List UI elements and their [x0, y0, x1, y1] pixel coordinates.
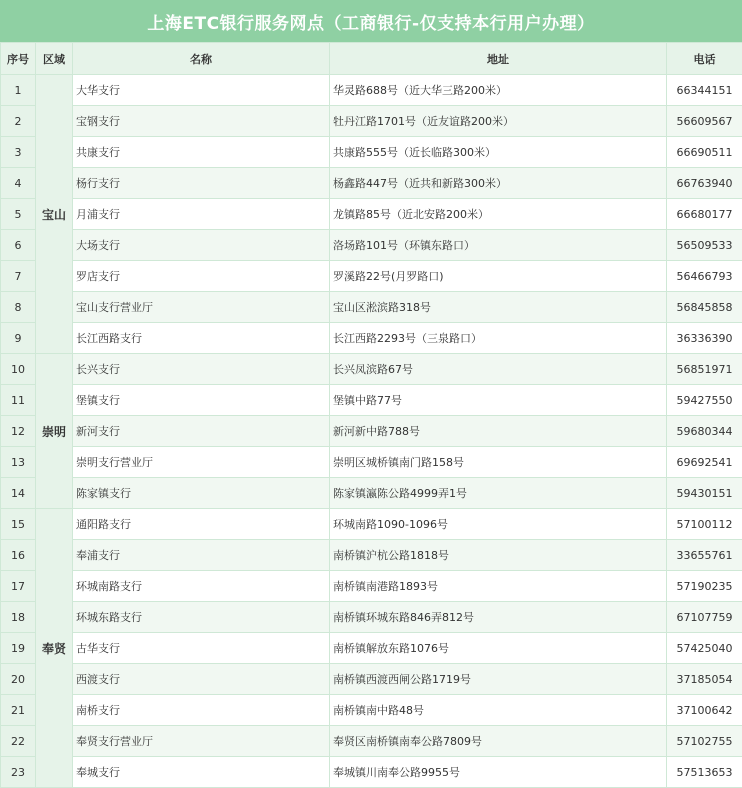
table-row	[1, 106, 742, 137]
table-row	[1, 509, 742, 540]
branch-phone: 56509533	[667, 230, 742, 261]
branch-phone: 57102755	[667, 726, 742, 757]
table-row	[1, 354, 742, 385]
branch-address: 南桥镇南中路48号	[330, 695, 667, 726]
branch-phone: 37100642	[667, 695, 742, 726]
row-index: 15	[1, 509, 36, 540]
row-index: 21	[1, 695, 36, 726]
branch-phone: 57100112	[667, 509, 742, 540]
table-row	[1, 571, 742, 602]
branch-address: 牡丹江路1701号（近友谊路200米）	[330, 106, 667, 137]
region-cell: 崇明	[36, 354, 73, 509]
row-index: 7	[1, 261, 36, 292]
branch-name: 共康支行	[73, 137, 330, 168]
table-row	[1, 478, 742, 509]
branch-phone: 66344151	[667, 75, 742, 106]
branch-name: 环城东路支行	[73, 602, 330, 633]
branch-name: 奉浦支行	[73, 540, 330, 571]
branch-name: 长兴支行	[73, 354, 330, 385]
branch-address: 南桥镇西渡西闸公路1719号	[330, 664, 667, 695]
branch-phone: 59427550	[667, 385, 742, 416]
branch-name: 大华支行	[73, 75, 330, 106]
row-index: 17	[1, 571, 36, 602]
row-index: 1	[1, 75, 36, 106]
row-index: 13	[1, 447, 36, 478]
table-row	[1, 230, 742, 261]
table-row	[1, 695, 742, 726]
branch-name: 西渡支行	[73, 664, 330, 695]
region-cell: 宝山	[36, 75, 73, 354]
branch-phone: 57425040	[667, 633, 742, 664]
table-row	[1, 292, 742, 323]
branch-address: 南桥镇环城东路846弄812号	[330, 602, 667, 633]
branch-phone: 66763940	[667, 168, 742, 199]
branch-phone: 37185054	[667, 664, 742, 695]
branch-address: 南桥镇南港路1893号	[330, 571, 667, 602]
table-row	[1, 633, 742, 664]
branch-name: 罗店支行	[73, 261, 330, 292]
branch-phone: 67107759	[667, 602, 742, 633]
row-index: 14	[1, 478, 36, 509]
branch-address: 环城南路1090-1096号	[330, 509, 667, 540]
region-cell: 奉贤	[36, 509, 73, 788]
row-index: 22	[1, 726, 36, 757]
branch-name: 月浦支行	[73, 199, 330, 230]
branch-address: 新河新中路788号	[330, 416, 667, 447]
table-body	[1, 75, 742, 788]
branch-phone: 57513653	[667, 757, 742, 788]
row-index: 9	[1, 323, 36, 354]
row-index: 12	[1, 416, 36, 447]
branch-address: 洛场路101号（环镇东路口）	[330, 230, 667, 261]
branch-name: 长江西路支行	[73, 323, 330, 354]
row-index: 19	[1, 633, 36, 664]
table-row	[1, 137, 742, 168]
row-index: 3	[1, 137, 36, 168]
branch-phone: 33655761	[667, 540, 742, 571]
branch-address: 长江西路2293号（三泉路口）	[330, 323, 667, 354]
branch-name: 宝山支行营业厅	[73, 292, 330, 323]
table-row	[1, 447, 742, 478]
branch-phone: 56851971	[667, 354, 742, 385]
branch-name: 杨行支行	[73, 168, 330, 199]
row-index: 8	[1, 292, 36, 323]
table-row	[1, 75, 742, 106]
branch-address: 南桥镇解放东路1076号	[330, 633, 667, 664]
branch-address: 共康路555号（近长临路300米）	[330, 137, 667, 168]
header-region: 区域	[36, 43, 73, 75]
branch-name: 大场支行	[73, 230, 330, 261]
branch-phone: 59430151	[667, 478, 742, 509]
branch-phone: 69692541	[667, 447, 742, 478]
table-row	[1, 168, 742, 199]
branch-address: 堡镇中路77号	[330, 385, 667, 416]
table-row	[1, 602, 742, 633]
table-row	[1, 199, 742, 230]
branch-name: 崇明支行营业厅	[73, 447, 330, 478]
branch-name: 新河支行	[73, 416, 330, 447]
branch-phone: 66680177	[667, 199, 742, 230]
branch-table	[0, 42, 742, 788]
branch-phone: 57190235	[667, 571, 742, 602]
table-row	[1, 757, 742, 788]
branch-phone: 66690511	[667, 137, 742, 168]
branch-name: 南桥支行	[73, 695, 330, 726]
branch-name: 堡镇支行	[73, 385, 330, 416]
table-row	[1, 416, 742, 447]
table-row	[1, 323, 742, 354]
branch-address: 罗溪路22号(月罗路口)	[330, 261, 667, 292]
branch-address: 奉贤区南桥镇南奉公路7809号	[330, 726, 667, 757]
branch-address: 长兴凤滨路67号	[330, 354, 667, 385]
branch-address: 陈家镇瀛陈公路4999弄1号	[330, 478, 667, 509]
row-index: 20	[1, 664, 36, 695]
row-index: 11	[1, 385, 36, 416]
row-index: 2	[1, 106, 36, 137]
header-phone: 电话	[667, 43, 742, 75]
branch-name: 环城南路支行	[73, 571, 330, 602]
branch-phone: 59680344	[667, 416, 742, 447]
branch-address: 宝山区淞滨路318号	[330, 292, 667, 323]
row-index: 6	[1, 230, 36, 261]
table-row	[1, 261, 742, 292]
branch-name: 古华支行	[73, 633, 330, 664]
header-name: 名称	[73, 43, 330, 75]
table-row	[1, 664, 742, 695]
branch-address: 龙镇路85号（近北安路200米）	[330, 199, 667, 230]
branch-name: 宝钢支行	[73, 106, 330, 137]
branch-phone: 56609567	[667, 106, 742, 137]
branch-address: 华灵路688号（近大华三路200米）	[330, 75, 667, 106]
branch-phone: 36336390	[667, 323, 742, 354]
row-index: 10	[1, 354, 36, 385]
table-row	[1, 385, 742, 416]
branch-address: 南桥镇沪杭公路1818号	[330, 540, 667, 571]
row-index: 5	[1, 199, 36, 230]
branch-phone: 56466793	[667, 261, 742, 292]
branch-name: 奉城支行	[73, 757, 330, 788]
branch-address: 崇明区城桥镇南门路158号	[330, 447, 667, 478]
header-address: 地址	[330, 43, 667, 75]
row-index: 4	[1, 168, 36, 199]
row-index: 23	[1, 757, 36, 788]
row-index: 16	[1, 540, 36, 571]
branch-address: 奉城镇川南奉公路9955号	[330, 757, 667, 788]
branch-phone: 56845858	[667, 292, 742, 323]
branch-name: 陈家镇支行	[73, 478, 330, 509]
branch-name: 奉贤支行营业厅	[73, 726, 330, 757]
table-header-row	[1, 43, 742, 75]
branch-name: 通阳路支行	[73, 509, 330, 540]
header-index: 序号	[1, 43, 36, 75]
branch-address: 杨鑫路447号（近共和新路300米）	[330, 168, 667, 199]
page-title: 上海ETC银行服务网点（工商银行-仅支持本行用户办理）	[0, 0, 742, 42]
row-index: 18	[1, 602, 36, 633]
table-row	[1, 726, 742, 757]
table-row	[1, 540, 742, 571]
